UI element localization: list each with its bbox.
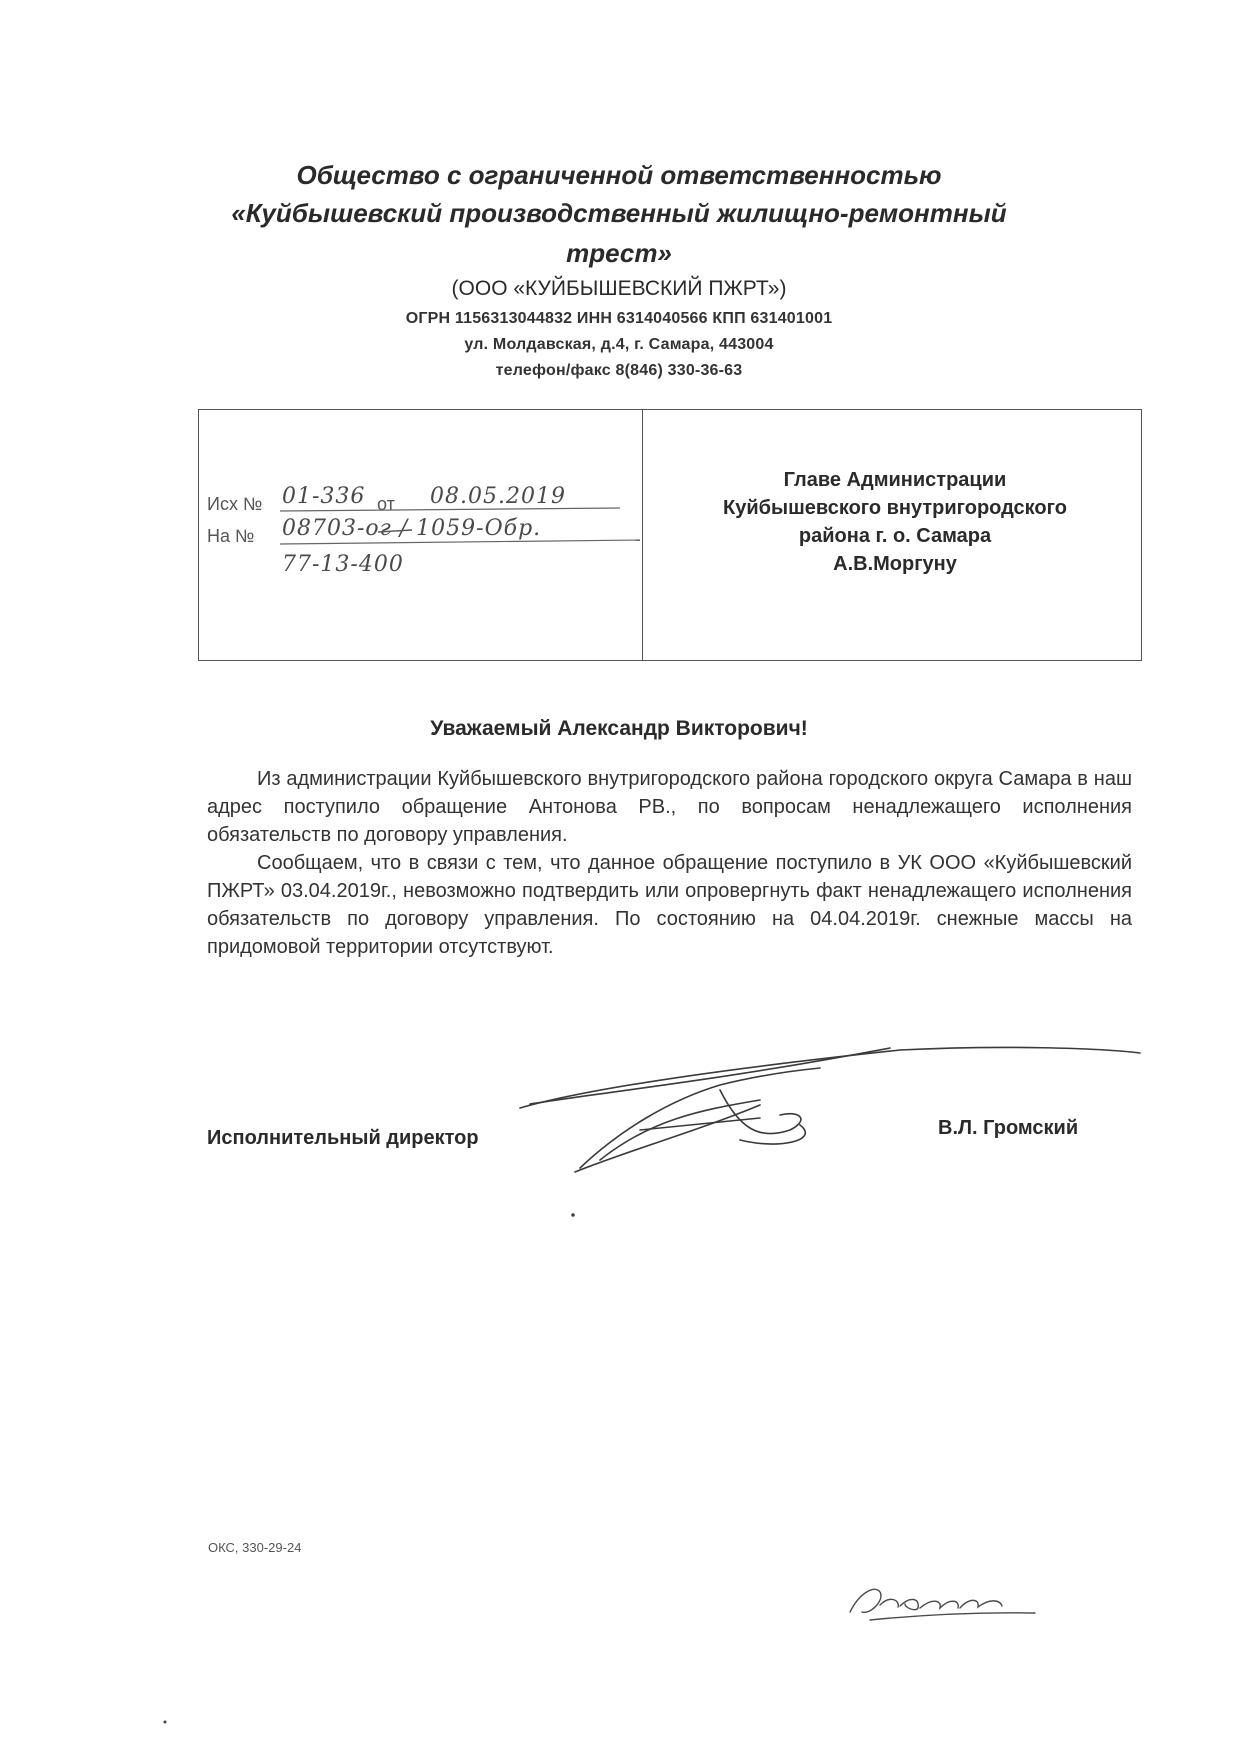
addressee-line-4: А.В.Моргуну <box>833 553 957 575</box>
org-address: ул. Молдавская, д.4, г. Самара, 443004 <box>464 336 774 353</box>
greeting: Уважаемый Александр Викторович! <box>430 717 808 740</box>
body-paragraph-2: Сообщаем, что в связи с тем, что данное обращение поступило в УК ООО «Куйбышевский ПЖРТ» 03.04.2019г., невозможно подтвердить или опровергнуть факт ненадлежащего исполнения обязательств по договору управления. По состоянию на 04.04.2019г. снежные массы на придомовой территории отсутствуют. <box>207 852 1132 958</box>
incoming-number-label: На № <box>207 526 255 546</box>
director-signature <box>520 1047 1140 1172</box>
outgoing-number-label: Исх № <box>207 494 263 514</box>
signatory-position: Исполнительный директор <box>207 1127 479 1149</box>
contact-code: ОКС, 330-29-24 <box>208 1540 302 1555</box>
org-name-line-1: Общество с ограниченной ответственностью <box>296 160 942 190</box>
incoming-number-value-2: 77-13-400 <box>282 552 404 577</box>
org-requisites: ОГРН 1156313044832 ИНН 6314040566 КПП 631401001 <box>405 310 833 327</box>
outgoing-date-label: от <box>377 494 395 514</box>
outgoing-date-value: 08.05.2019 <box>430 484 566 509</box>
body-paragraph-1: Из администрации Куйбышевского внутригородского района городского округа Самара в наш адрес поступило обращение Антонова РВ., по вопросам ненадлежащего исполнения обязательств по договору управления. <box>207 768 1132 846</box>
org-name-line-2: «Куйбышевский производственный жилищно-ремонтный <box>231 198 1007 228</box>
incoming-number-value: 08703-ог / 1059-Обр. <box>282 516 542 541</box>
org-short-name: (ООО «КУЙБЫШЕВСКИЙ ПЖРТ») <box>451 277 787 300</box>
addressee-line-3: района г. о. Самара <box>798 525 992 547</box>
signatory-name: В.Л. Громский <box>938 1117 1079 1139</box>
org-phone: телефон/факс 8(846) 330-36-63 <box>495 362 743 379</box>
org-name-line-3: трест» <box>566 238 672 268</box>
addressee-line-2: Куйбышевского внутригородского <box>723 497 1067 519</box>
addressee-line-1: Главе Администрации <box>783 469 1007 491</box>
handwritten-note <box>850 1589 1035 1620</box>
outgoing-number-value: 01-336 <box>282 484 366 509</box>
